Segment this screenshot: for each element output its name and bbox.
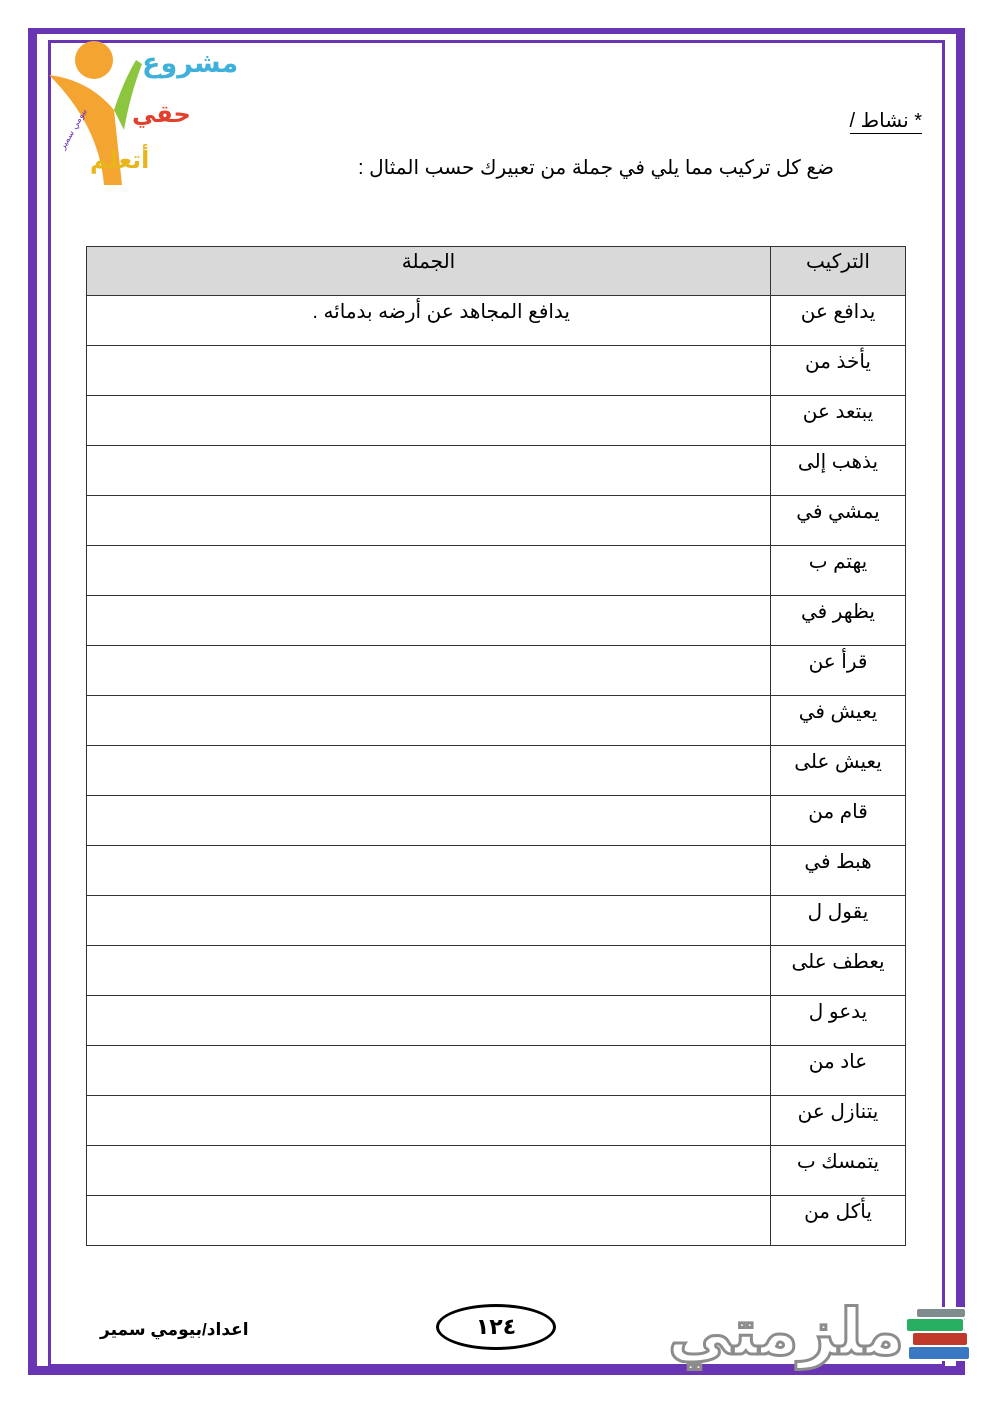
activity-title: * نشاط / xyxy=(849,110,922,132)
sentence-cell[interactable] xyxy=(87,996,771,1046)
phrase-cell: يمشي في xyxy=(771,496,906,546)
sentence-cell[interactable] xyxy=(87,546,771,596)
table-row xyxy=(87,296,906,346)
sentence-cell[interactable] xyxy=(87,596,771,646)
header-phrase: التركيب xyxy=(771,247,906,296)
table-row xyxy=(87,996,906,1046)
sentence-cell[interactable]: يدافع المجاهد عن أرضه بدمائه . xyxy=(87,296,771,346)
phrase-cell: يتنازل عن xyxy=(771,1096,906,1146)
table-row xyxy=(87,646,906,696)
phrase-cell: يتمسك ب xyxy=(771,1146,906,1196)
sentence-cell[interactable] xyxy=(87,1196,771,1246)
phrase-cell: يأكل من xyxy=(771,1196,906,1246)
sentence-cell[interactable] xyxy=(87,1146,771,1196)
logo-text-ataallam: أتعلم xyxy=(90,147,150,174)
sentence-cell[interactable] xyxy=(87,896,771,946)
sentence-cell[interactable] xyxy=(87,696,771,746)
sentence-cell[interactable] xyxy=(87,1096,771,1146)
phrase-cell: يعيش في xyxy=(771,696,906,746)
table-row xyxy=(87,596,906,646)
table-row xyxy=(87,346,906,396)
table-row xyxy=(87,696,906,746)
sentence-cell[interactable] xyxy=(87,396,771,446)
phrase-cell: قام من xyxy=(771,796,906,846)
phrase-cell: يذهب إلى xyxy=(771,446,906,496)
table-row xyxy=(87,946,906,996)
sentence-cell[interactable] xyxy=(87,796,771,846)
phrase-cell: يعطف على xyxy=(771,946,906,996)
phrase-cell: يدافع عن xyxy=(771,296,906,346)
table-header-row xyxy=(87,247,906,296)
table-row xyxy=(87,396,906,446)
table-row xyxy=(87,1096,906,1146)
sentence-cell[interactable] xyxy=(87,496,771,546)
table-row xyxy=(87,896,906,946)
sentence-cell[interactable] xyxy=(87,346,771,396)
page-number: ١٢٤ xyxy=(436,1304,556,1350)
author-credit: اعداد/بيومي سمير xyxy=(100,1320,249,1339)
table-row xyxy=(87,1146,906,1196)
table-row xyxy=(87,446,906,496)
sentence-cell[interactable] xyxy=(87,846,771,896)
instruction-text: ضع كل تركيب مما يلي في جملة من تعبيرك حسب المثال : xyxy=(358,157,834,179)
exercise-table xyxy=(86,246,906,1246)
table-row xyxy=(87,796,906,846)
phrase-cell: هبط في xyxy=(771,846,906,896)
table-row xyxy=(87,846,906,896)
phrase-cell: يقول ل xyxy=(771,896,906,946)
sentence-cell[interactable] xyxy=(87,446,771,496)
table-row xyxy=(87,746,906,796)
phrase-cell: يظهر في xyxy=(771,596,906,646)
table-row xyxy=(87,496,906,546)
phrase-cell: يعيش على xyxy=(771,746,906,796)
phrase-cell: يدعو ل xyxy=(771,996,906,1046)
sentence-cell[interactable] xyxy=(87,746,771,796)
watermark-logo: ملزمتي xyxy=(668,1296,905,1370)
books-icon xyxy=(902,1306,976,1368)
phrase-cell: يأخذ من xyxy=(771,346,906,396)
svg-text:بيومي سمير: بيومي سمير xyxy=(57,107,90,152)
logo-text-haqqi: حقي xyxy=(132,101,191,128)
table-row xyxy=(87,1046,906,1096)
sentence-cell[interactable] xyxy=(87,1046,771,1096)
header-sentence: الجملة xyxy=(87,247,771,296)
sentence-cell[interactable] xyxy=(87,646,771,696)
table-row xyxy=(87,546,906,596)
phrase-cell: عاد من xyxy=(771,1046,906,1096)
phrase-cell: يبتعد عن xyxy=(771,396,906,446)
logo-title: مشروع xyxy=(142,48,239,78)
phrase-cell: قرأ عن xyxy=(771,646,906,696)
table-row xyxy=(87,1196,906,1246)
sentence-cell[interactable] xyxy=(87,946,771,996)
phrase-cell: يهتم ب xyxy=(771,546,906,596)
